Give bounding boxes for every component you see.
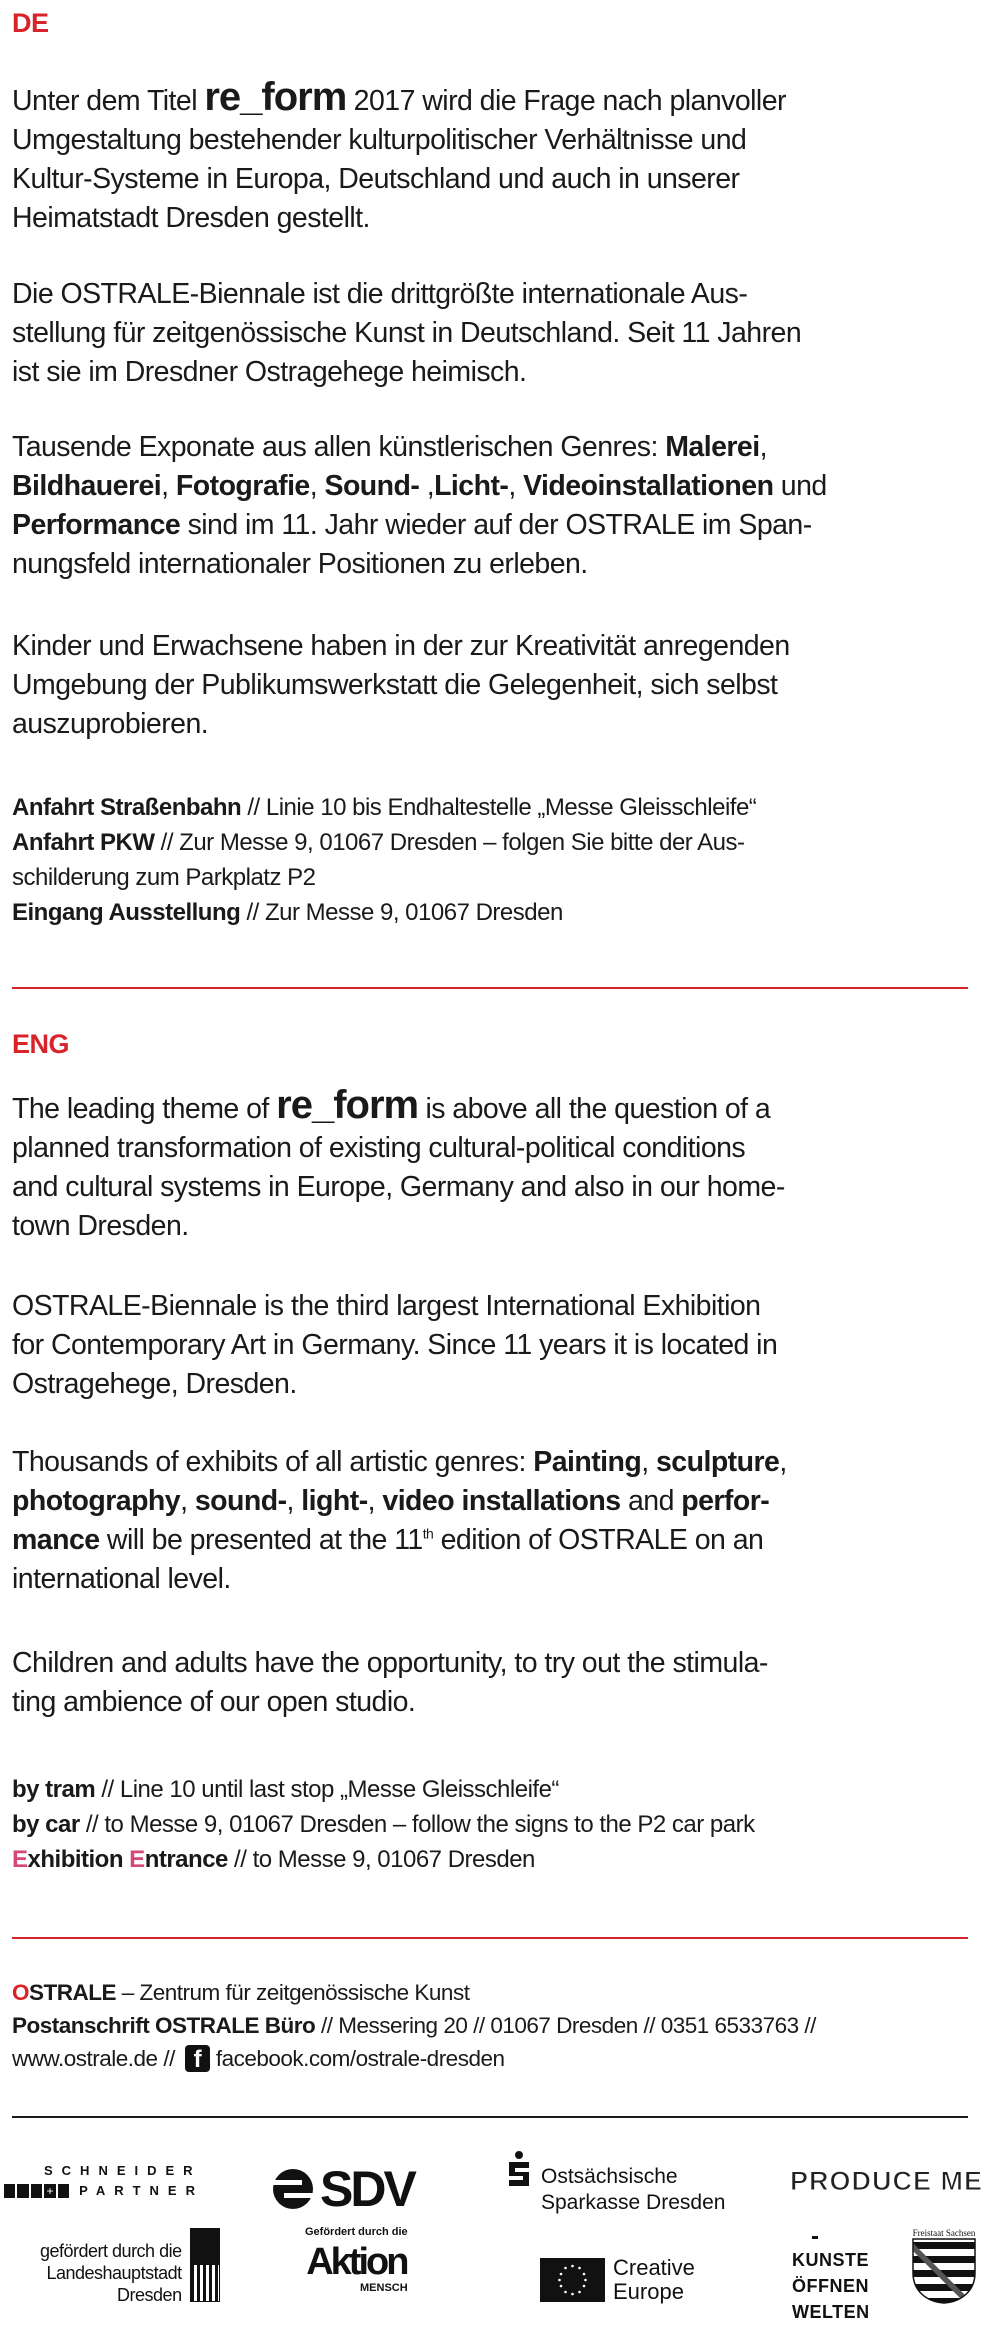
text-line: Umgestaltung bestehender kulturpolitischer Verhältnisse und (12, 124, 747, 156)
logo-creative-europe (540, 2256, 695, 2304)
logo-text: SDV (320, 2161, 414, 2217)
text-line: Performance sind im 11. Jahr wieder auf der OSTRALE im Span- (12, 509, 812, 541)
bold-text: by tram (12, 1776, 96, 1803)
text-line: Unter dem Titel re_form 2017 wird die Frage nach planvoller (12, 75, 786, 119)
text-line: by tram // Line 10 until last stop „Messe Gleisschleife“ (12, 1776, 559, 1803)
bold-text: Malerei (665, 431, 760, 463)
bold-text: photography (12, 1485, 181, 1517)
divider-red (12, 1937, 968, 1939)
text-line: Umgebung der Publikumswerkstatt die Gelegenheit, sich selbst (12, 669, 778, 701)
footer-address (12, 1976, 816, 2042)
logo-text: PARTNER (79, 2183, 204, 2198)
bold-text: perfor- (681, 1485, 770, 1517)
bold-text: sculpture (656, 1446, 780, 1478)
logo-text: Sparkasse Dresden (541, 2191, 726, 2214)
eng-paragraph-1 (12, 1083, 785, 1246)
text-line: town Dresden. (12, 1210, 189, 1242)
eng-paragraph-3 (12, 1443, 787, 1599)
brand-letter: O (12, 1980, 30, 2005)
logo-text: Landeshauptstadt (46, 2263, 182, 2283)
text-line: The leading theme of re_form is above all the question of a (12, 1083, 771, 1127)
bold-text: Performance (12, 509, 181, 541)
text-line: OSTRALE – Zentrum für zeitgenössische Kunst (12, 1980, 470, 2005)
text-line: photography, sound-, light-, video installations and perfor- (12, 1485, 770, 1517)
de-paragraph-4 (12, 627, 790, 744)
logo-produce-me: PRODUCE ME (790, 2166, 984, 2196)
logo-text: Aktion (306, 2241, 407, 2283)
text-line: Tausende Exponate aus allen künstlerischen Genres: Malerei, (12, 431, 767, 463)
text-line: Thousands of exhibits of all artistic genres: Painting, sculpture, (12, 1446, 787, 1478)
bold-text: by car (12, 1811, 80, 1838)
text-line: schilderung zum Parkplatz P2 (12, 864, 316, 891)
bold-text: Painting (533, 1446, 642, 1478)
bold-text: Anfahrt Straßenbahn (12, 794, 242, 821)
bold-text: light- (301, 1485, 368, 1517)
logo-kunste-oeffnen-welten (792, 2236, 870, 2325)
bold-text: Postanschrift OSTRALE Büro (12, 2013, 316, 2038)
text-line: Anfahrt Straßenbahn // Linie 10 bis Endhaltestelle „Messe Gleisschleife“ (12, 794, 757, 821)
title-highlight: re_form (204, 75, 347, 119)
superscript: th (422, 1525, 434, 1542)
sparkasse-icon (507, 2150, 531, 2196)
text-line: Kinder und Erwachsene haben in der zur Kreativität anregenden (12, 630, 790, 662)
bold-text: Licht- (434, 470, 509, 502)
eng-directions (12, 1772, 755, 1877)
divider-red (12, 987, 968, 989)
bold-text: Videoinstallationen (523, 470, 774, 502)
bold-text: Exhibition Entrance (12, 1846, 228, 1873)
footer-links (12, 2042, 505, 2075)
logo-text: KUNSTE (792, 2250, 870, 2270)
text-line: Children and adults have the opportunity, to try out the stimula- (12, 1647, 768, 1679)
text-line: by car // to Messe 9, 01067 Dresden – follow the signs to the P2 car park (12, 1811, 755, 1838)
logo-text: Gefördert durch die (305, 2226, 408, 2238)
de-directions (12, 790, 756, 930)
text-line: mance will be presented at the 11th edition of OSTRALE on an (12, 1524, 764, 1556)
section-label-de: DE (12, 8, 49, 38)
logo-text: Dresden (117, 2285, 182, 2305)
text-line: Eingang Ausstellung // Zur Messe 9, 01067 Dresden (12, 899, 563, 926)
bold-text: Eingang Ausstellung (12, 899, 241, 926)
text-line: OSTRALE-Biennale is the third largest International Exhibition (12, 1290, 761, 1322)
logo-text: WELTEN (792, 2302, 870, 2322)
logo-text: SCHNEIDER (44, 2163, 202, 2178)
sdv-mark-icon (272, 2168, 314, 2210)
text-line: stellung für zeitgenössische Kunst in Deutschland. Seit 11 Jahren (12, 317, 802, 349)
bold-text: video installations (382, 1485, 621, 1517)
text-line: Anfahrt PKW // Zur Messe 9, 01067 Dresden – folgen Sie bitte der Aus- (12, 829, 745, 856)
text-line: Die OSTRALE-Biennale ist die drittgrößte internationale Aus- (12, 278, 748, 310)
logo-sdv (272, 2160, 414, 2218)
bold-text: OSTRALE (12, 1980, 117, 2005)
highlight-letter: E (129, 1846, 145, 1873)
logo-schneider-partner: SCHNEIDER + PARTNER (4, 2163, 204, 2198)
text-line: Bildhauerei, Fotografie, Sound- ,Licht-, Videoinstallationen und (12, 470, 827, 502)
text-line: Kultur-Systeme in Europa, Deutschland und auch in unserer (12, 163, 740, 195)
website-link[interactable]: www.ostrale.de // (12, 2046, 175, 2071)
logo-text: MENSCH (360, 2282, 408, 2294)
facebook-icon: f (185, 2045, 210, 2072)
logo-text: Freistaat Sachsen (912, 2228, 976, 2238)
logo-text: ÖFFNEN (792, 2276, 869, 2296)
text-line: Exhibition Entrance // to Messe 9, 01067 Dresden (12, 1846, 535, 1873)
logo-sparkasse (507, 2150, 725, 2216)
text-line: ist sie im Dresdner Ostragehege heimisch. (12, 356, 527, 388)
bold-text: Sound- (324, 470, 420, 502)
highlight-letter: E (12, 1846, 28, 1873)
logo-freistaat-sachsen (912, 2228, 976, 2309)
text-line: Postanschrift OSTRALE Büro // Messering 20 // 01067 Dresden // 0351 6533763 // (12, 2013, 816, 2038)
text-line: for Contemporary Art in Germany. Since 11 years it is located in (12, 1329, 778, 1361)
title-highlight: re_form (276, 1083, 419, 1127)
eu-flag-icon (540, 2258, 605, 2302)
eng-paragraph-4 (12, 1644, 768, 1722)
text-line: ting ambience of our open studio. (12, 1686, 416, 1718)
text-line: and cultural systems in Europe, Germany and also in our home- (12, 1171, 785, 1203)
logo-text: Ostsächsische (541, 2165, 678, 2188)
text-line: international level. (12, 1563, 231, 1595)
de-paragraph-2 (12, 275, 801, 392)
bold-text: Fotografie (175, 470, 310, 502)
bold-text: Bildhauerei (12, 470, 162, 502)
text-line: nungsfeld internationaler Positionen zu erleben. (12, 548, 588, 580)
logo-aktion-mensch (305, 2226, 408, 2294)
text-line: planned transformation of existing cultural-political conditions (12, 1132, 746, 1164)
sachsen-crest-icon (912, 2238, 976, 2304)
facebook-link[interactable]: facebook.com/ostrale-dresden (215, 2046, 505, 2071)
de-paragraph-1 (12, 75, 786, 238)
bold-text: sound- (194, 1485, 287, 1517)
text-line: auszuprobieren. (12, 708, 209, 740)
text-line: Ostragehege, Dresden. (12, 1368, 297, 1400)
logo-text: gefördert durch die (40, 2241, 182, 2261)
logo-text: Creative (613, 2255, 695, 2280)
logo-text: Europe (613, 2279, 684, 2304)
divider-dark (12, 2116, 968, 2118)
bold-text: mance (12, 1524, 100, 1556)
eng-paragraph-2 (12, 1287, 777, 1404)
bold-text: Anfahrt PKW (12, 829, 155, 856)
de-paragraph-3 (12, 428, 827, 584)
text-line: Heimatstadt Dresden gestellt. (12, 202, 370, 234)
section-label-eng: ENG (12, 1029, 70, 1059)
logo-landeshauptstadt-dresden (40, 2228, 220, 2306)
